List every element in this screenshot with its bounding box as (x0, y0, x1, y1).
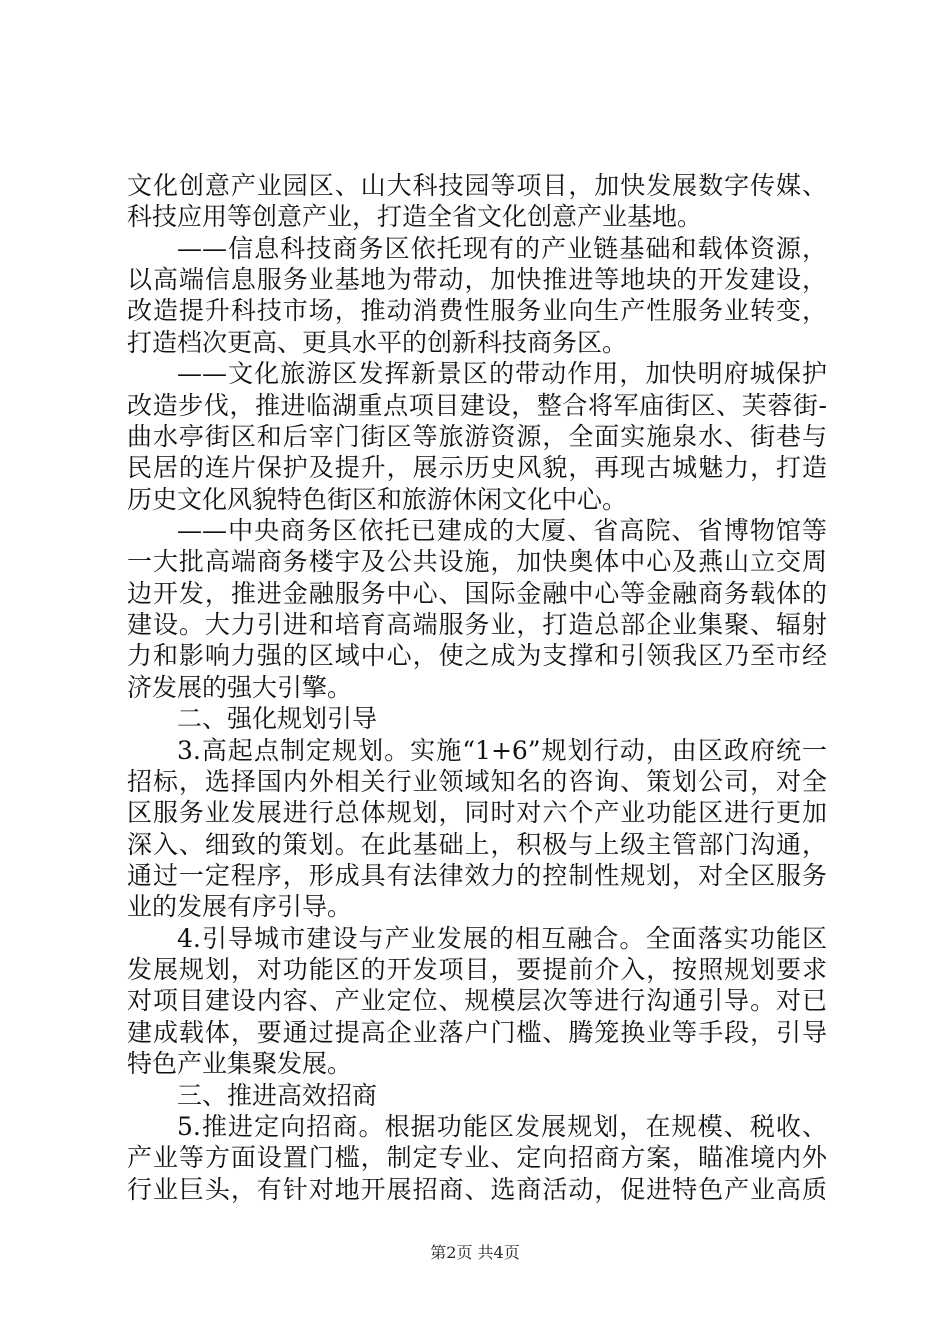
text-line-19: 3.高起点制定规划。实施“1+6”规划行动，由区政府统一 (177, 735, 827, 765)
text-line-23: 通过一定程序，形成具有法律效力的控制性规划，对全区服务 (127, 861, 827, 890)
text-line-4: 以高端信息服务业基地为带动，加快推进等地块的开发建设， (127, 265, 827, 295)
text-line-25: 4.引导城市建设与产业发展的相互融合。全面落实功能区 (177, 923, 827, 953)
section-heading-2: 二、强化规划引导 (177, 704, 378, 734)
text-line-10: 民居的连片保护及提升，展示历史风貌，再现古城魅力，打造 (127, 453, 827, 483)
section-heading-3: 三、推进高效招商 (177, 1080, 378, 1110)
text-line-9: 曲水亭街区和后宰门街区等旅游资源，全面实施泉水、街巷与 (127, 421, 827, 451)
text-line-5: 改造提升科技市场，推动消费性服务业向生产性服务业转变， (127, 296, 827, 326)
text-line-1: 文化创意产业园区、山大科技园等项目，加快发展数字传媒、 (127, 171, 827, 200)
page-footer: 第2页 共4页 (430, 1243, 520, 1262)
text-line-20: 招标，选择国内外相关行业领域知名的咨询、策划公司，对全 (127, 766, 827, 796)
text-line-3: ——信息科技商务区依托现有的产业链基础和载体资源， (177, 233, 827, 263)
text-line-22: 深入、细致的策划。在此基础上，积极与上级主管部门沟通， (127, 829, 827, 859)
text-line-16: 力和影响力强的区域中心，使之成为支撑和引领我区乃至市经 (127, 641, 827, 671)
text-line-26: 发展规划，对功能区的开发项目，要提前介入，按照规划要求 (127, 955, 827, 985)
text-line-7: ——文化旅游区发挥新景区的带动作用，加快明府城保护 (177, 359, 827, 389)
text-line-31: 5.推进定向招商。根据功能区发展规划，在规模、税收、 (177, 1111, 827, 1141)
text-line-6: 打造档次更高、更具水平的创新科技商务区。 (127, 327, 628, 357)
text-line-14: 边开发，推进金融服务中心、国际金融中心等金融商务载体的 (127, 578, 827, 608)
text-line-33: 行业巨头，有针对地开展招商、选商活动，促进特色产业高质 (127, 1174, 827, 1204)
text-line-15: 建设。大力引进和培育高端服务业，打造总部企业集聚、辐射 (127, 610, 827, 640)
text-line-27: 对项目建设内容、产业定位、规模层次等进行沟通引导。对已 (127, 986, 827, 1016)
text-line-21: 区服务业发展进行总体规划，同时对六个产业功能区进行更加 (127, 798, 827, 828)
text-line-17: 济发展的强大引擎。 (127, 672, 353, 702)
text-line-13: 一大批高端商务楼宇及公共设施，加快奥体中心及燕山立交周 (127, 547, 827, 577)
text-line-28: 建成载体，要通过提高企业落户门槛、腾笼换业等手段，引导 (127, 1017, 827, 1047)
text-line-29: 特色产业集聚发展。 (127, 1049, 353, 1079)
text-line-24: 业的发展有序引导。 (127, 892, 353, 922)
text-line-8: 改造步伐，推进临湖重点项目建设，整合将军庙街区、芙蓉街- (127, 390, 827, 420)
text-line-32: 产业等方面设置门槛，制定专业、定向招商方案，瞄准境内外 (127, 1143, 827, 1173)
text-line-2: 科技应用等创意产业，打造全省文化创意产业基地。 (127, 202, 703, 232)
text-line-12: ——中央商务区依托已建成的大厦、省高院、省博物馆等 (177, 516, 827, 545)
text-line-11: 历史文化风貌特色街区和旅游休闲文化中心。 (127, 484, 628, 514)
